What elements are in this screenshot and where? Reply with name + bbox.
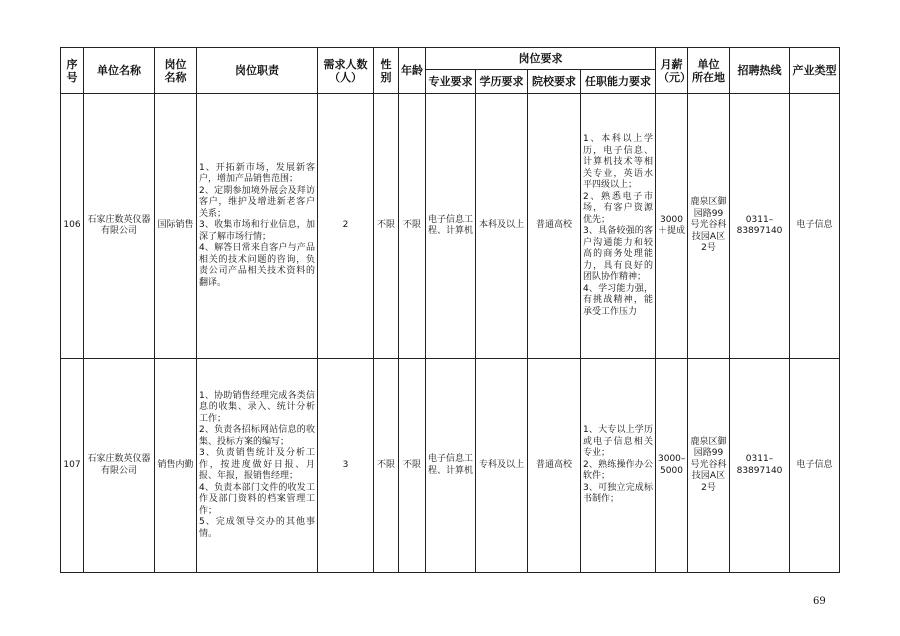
table-row <box>61 94 840 359</box>
cell-school: 普通高校 <box>528 359 581 573</box>
cell-unit-name: 石家庄数英仪器有限公司 <box>84 359 155 573</box>
header-salary: 月薪 （元） <box>656 48 688 94</box>
cell-position-name: 国际销售 <box>155 94 197 359</box>
cell-ability: 1、本科以上学历，电子信息、计算机技术等相关专业，英语水平四级以上； 2、熟悉电子市场，有客户资源优先； 3、具备较强的客户沟通能力和较高的商务处理能力，具有良好的团队协作精神； 4、学习能力强，有挑战精神，能承受工作压力 <box>581 94 656 359</box>
cell-major: 电子信息工程、计算机 <box>426 359 476 573</box>
header-gender: 性 别 <box>374 48 399 94</box>
cell-major: 电子信息工程、计算机 <box>426 94 476 359</box>
header-requirements-group: 岗位要求 <box>426 48 656 70</box>
cell-position-name: 销售内勤 <box>155 359 197 573</box>
cell-hotline: 0311–83897140 <box>730 359 790 573</box>
cell-salary: 3000–5000 <box>656 359 688 573</box>
header-duties: 岗位职责 <box>197 48 318 94</box>
cell-seq: 107 <box>61 359 84 573</box>
cell-hotline: 0311–83897140 <box>730 94 790 359</box>
cell-industry: 电子信息 <box>790 94 840 359</box>
cell-gender: 不限 <box>374 359 399 573</box>
header-position-name: 岗位 名称 <box>155 48 197 94</box>
cell-gender: 不限 <box>374 94 399 359</box>
cell-education: 专科及以上 <box>476 359 528 573</box>
cell-headcount: 3 <box>318 359 374 573</box>
cell-age: 不限 <box>399 94 426 359</box>
header-age: 年龄 <box>399 48 426 94</box>
cell-age: 不限 <box>399 359 426 573</box>
cell-location: 鹿泉区御园路99号光谷科技园A区2号 <box>688 94 730 359</box>
cell-ability: 1、大专以上学历或电子信息相关专业； 2、熟练操作办公软件； 3、可独立完成标书制作； <box>581 359 656 573</box>
cell-seq: 106 <box>61 94 84 359</box>
cell-unit-name: 石家庄数英仪器有限公司 <box>84 94 155 359</box>
header-major: 专业要求 <box>426 70 476 94</box>
cell-location: 鹿泉区御园路99号光谷科技园A区2号 <box>688 359 730 573</box>
header-education: 学历要求 <box>476 70 528 94</box>
header-hotline: 招聘热线 <box>730 48 790 94</box>
table-row <box>61 359 840 573</box>
header-industry: 产业类型 <box>790 48 840 94</box>
cell-duties: 1、协助销售经理完成各类信息的收集、录入、统计分析工作； 2、负责各招标网站信息的收集、投标方案的编写； 3、负责销售统计及分析工作，按进度做好日报、月报、年报，报销售经理； 4、负责本部门文件的收发工作及部门资料的档案管理工作； 5、完成领导交办的其他事情。 <box>197 359 318 573</box>
page-number: 69 <box>813 596 826 607</box>
cell-salary: 3000＋提成 <box>656 94 688 359</box>
cell-duties: 1、开拓新市场，发展新客户，增加产品销售范围； 2、定期参加境外展会及拜访客户，维护及增进新老客户关系； 3、收集市场和行业信息，加深了解市场行情； 4、解答日常来自客户与产品相关的技术问题的咨询，负责公司产品相关技术资料的翻译。 <box>197 94 318 359</box>
header-headcount: 需求人数 （人） <box>318 48 374 94</box>
header-unit-name: 单位名称 <box>84 48 155 94</box>
header-row-top <box>61 48 840 70</box>
cell-headcount: 2 <box>318 94 374 359</box>
header-school: 院校要求 <box>528 70 581 94</box>
cell-education: 本科及以上 <box>476 94 528 359</box>
header-location: 单位 所在地 <box>688 48 730 94</box>
header-seq: 序号 <box>61 48 84 94</box>
cell-school: 普通高校 <box>528 94 581 359</box>
header-ability: 任职能力要求 <box>581 70 656 94</box>
job-table <box>60 47 840 573</box>
cell-industry: 电子信息 <box>790 359 840 573</box>
